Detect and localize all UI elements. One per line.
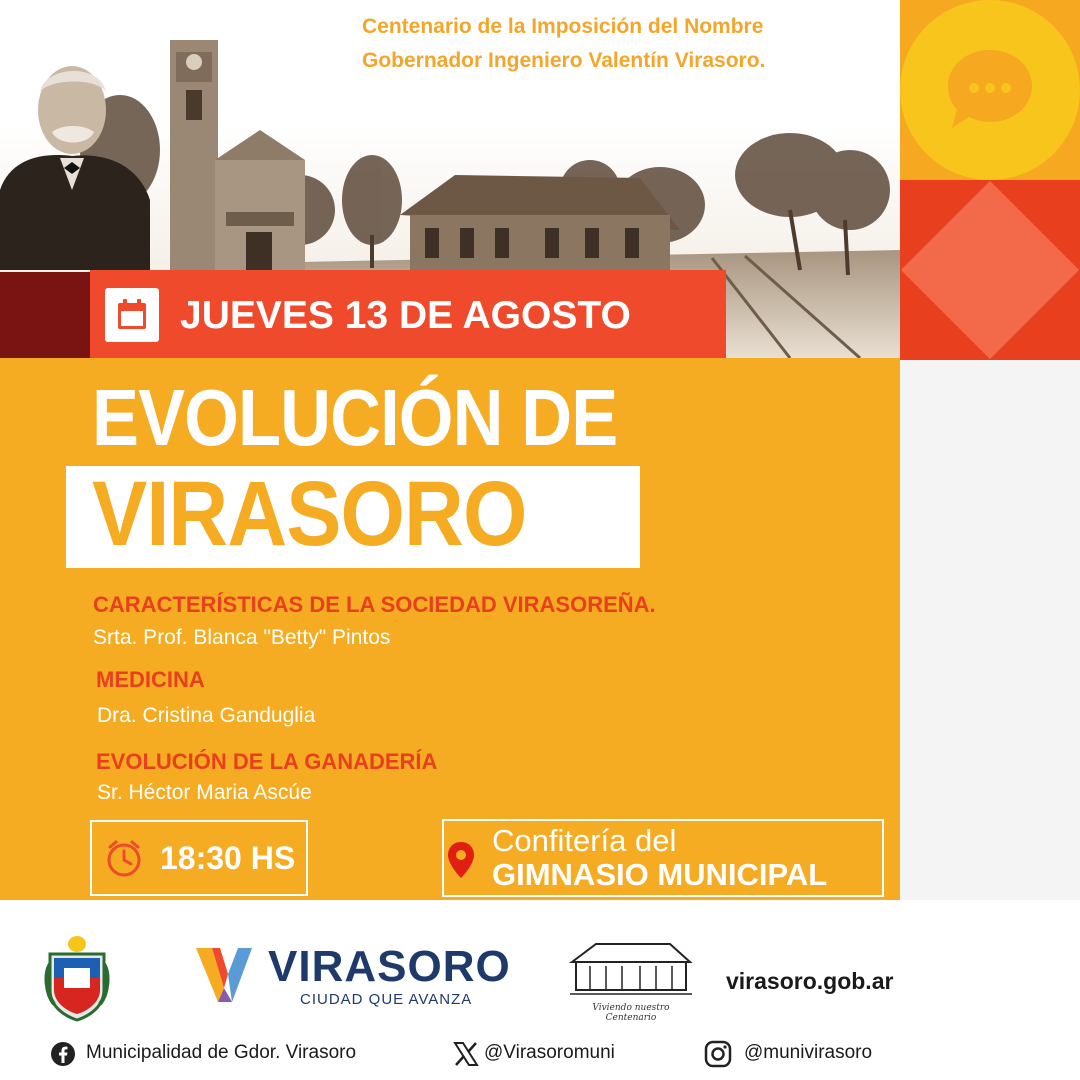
date-banner-accent: [0, 272, 90, 358]
talk-topic-1: CARACTERÍSTICAS DE LA SOCIEDAD VIRASOREÑA.: [93, 592, 656, 617]
talk-topic-2: MEDICINA: [96, 667, 205, 692]
brand-tagline: CIUDAD QUE AVANZA: [300, 991, 473, 1008]
instagram-handle[interactable]: @munivirasoro: [744, 1042, 873, 1063]
centenario-caption: Viviendo nuestro Centenario: [592, 1003, 670, 1023]
facebook-handle[interactable]: Municipalidad de Gdor. Virasoro: [86, 1042, 357, 1063]
website-link[interactable]: virasoro.gob.ar: [726, 968, 894, 994]
talk-speaker-3: Sr. Héctor Maria Ascúe: [97, 781, 312, 804]
x-handle[interactable]: @Virasoromuni: [484, 1042, 615, 1063]
event-time: 18:30 HS: [160, 840, 296, 876]
centenario-building-logo: [566, 936, 696, 1002]
event-date: JUEVES 13 DE AGOSTO: [180, 294, 631, 337]
clock-icon: [103, 839, 145, 879]
brand-name: VIRASORO: [268, 942, 511, 991]
municipal-coat-of-arms-logo: [42, 934, 112, 1024]
main-title-line2: VIRASORO: [92, 463, 527, 565]
place-line1: Confitería del: [492, 823, 677, 858]
virasoro-brand-v-logo: [192, 944, 256, 1006]
talk-speaker-2: Dra. Cristina Ganduglia: [97, 704, 316, 727]
header-title-line2: Gobernador Ingeniero Valentín Virasoro.: [362, 49, 766, 72]
chat-bubble-icon: [944, 46, 1036, 132]
deco-grey-tile: [900, 360, 1080, 900]
event-header-title: [362, 10, 862, 78]
place-line2: GIMNASIO MUNICIPAL: [492, 857, 828, 892]
calendar-icon-box: [105, 288, 159, 342]
x-icon[interactable]: [452, 1040, 480, 1068]
instagram-icon[interactable]: [704, 1040, 732, 1068]
main-title-line1: EVOLUCIÓN DE: [92, 373, 618, 462]
deco-red-tile: [900, 180, 1080, 360]
talk-topic-3: EVOLUCIÓN DE LA GANADERÍA: [96, 749, 438, 774]
deco-diamond: [901, 181, 1079, 359]
facebook-icon[interactable]: [50, 1041, 76, 1067]
calendar-icon: [105, 288, 159, 342]
header-title-line1: Centenario de la Imposición del Nombre: [362, 15, 764, 38]
talk-speaker-1: Srta. Prof. Blanca "Betty" Pintos: [93, 626, 391, 649]
location-pin-icon: [446, 840, 476, 880]
